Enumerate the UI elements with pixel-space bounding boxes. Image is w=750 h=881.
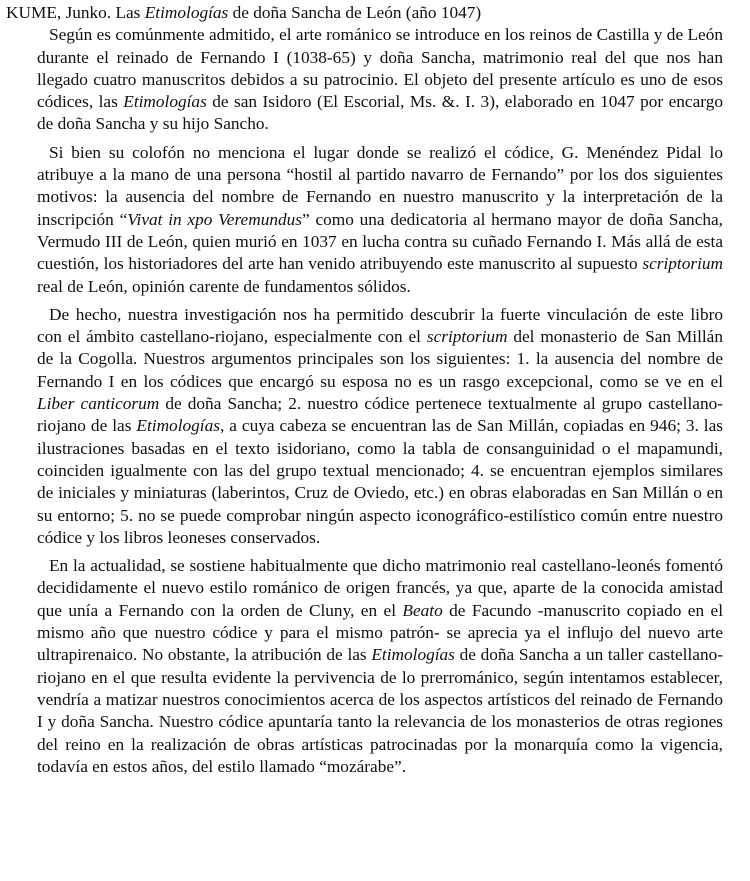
heading-text: de doña Sancha de León (año 1047) [228, 3, 482, 22]
italic-text: Etimologías [371, 645, 455, 665]
paragraph-text: de Facundo -manuscrito copiado en el mismo año que nuestro códice y para el mismo patrón- se aprecia ya el influjo del nuevo arte ultrapirenaico. No obstante, la atribución de las [37, 600, 723, 665]
paragraph-text: De hecho, nuestra investigación nos ha permitido descubrir la fuerte vinculación de este libro con el ámbito castellano-riojano, especialmente con el [37, 304, 723, 347]
italic-text: scriptorium [426, 327, 508, 347]
paragraph-text: Si bien su colofón no menciona el lugar donde se realizó el códice, G. Menéndez Pidal lo atribuye a la mano de una persona “hostil al partido navarro de Fernando” por los dos siguientes motivos: la ausencia del nombre de Fernando en nuestro manuscrito y la interpretación de la inscripción “ [37, 142, 723, 229]
paragraph-text: Según es comúnmente admitido, el arte románico se introduce en los reinos de Castilla y de León durante el reinado de Fernando I (1038-65) y doña Sancha, matrimonio real del que nos han llegado cuatro manuscritos debidos a su patrocinio. El objeto del presente artículo es uno de esos códices, las [37, 25, 723, 112]
heading-title-italic: Etimologías [144, 3, 229, 22]
italic-text: scriptorium [642, 254, 723, 274]
paragraph-text: , a cuya cabeza se encuentran las de San Millán, copiadas en 946; 3. las ilustraciones basadas en el texto isidoriano, como la tabla de consanguinidad o el mapamundi, coinciden igualmente con las del grupo textual mencionado; 4. se encuentran ejemplos similares de iniciales y miniaturas (laberintos, Cruz de Oviedo, etc.) en obras elaboradas en San Millán o en su entorno; 5. no se puede comprobar ningún aspecto iconográfico-estilístico común entre nuestro códice y los libros leoneses conservados. [37, 416, 724, 547]
paragraph-text: ” como una dedicatoria al hermano mayor de doña Sancha, Vermudo III de León, quien murió en 1037 en lucha contra su cuñado Fernando I. Más allá de esta cuestión, los historiadores del arte han venido atribuyendo este manuscrito al supuesto [37, 209, 723, 274]
paragraph-text: de doña Sancha; 2. nuestro códice pertenece textualmente al grupo castellano-riojano de las [37, 394, 723, 436]
paragraph-4 [37, 555, 723, 778]
italic-text: Etimologías [136, 416, 220, 436]
author-name: KUME, Junko. [6, 3, 112, 22]
italic-text: Vivat in xpo Veremundus [127, 209, 302, 229]
paragraph-text: real de León, opinión carente de fundamentos sólidos. [37, 276, 411, 296]
italic-text: Liber canticorum [37, 394, 160, 414]
heading-text: Las [111, 3, 145, 22]
paragraph-2 [37, 142, 723, 298]
paragraph-1 [37, 24, 723, 135]
article-heading [6, 2, 723, 24]
italic-text: Beato [402, 600, 443, 620]
italic-text: Etimologías [123, 92, 207, 112]
article-body [6, 2, 724, 778]
paragraph-text: de san Isidoro (El Escorial, Ms. &. I. 3), elaborado en 1047 por encargo de doña Sancha y su hijo Sancho. [37, 92, 723, 134]
paragraph-text: de doña Sancha a un taller castellano-riojano en el que resulta evidente la pervivencia de lo prerrománico, según intentamos establecer, vendría a matizar nuestros conocimientos acerca de los aspectos artísticos del reinado de Fernando I y doña Sancha. Nuestro códice apuntaría tanto la relevancia de los monasterios de otras regiones del reino en la realización de obras artísticas patrocinadas por la monarquía como la vigencia, todavía en estos años, del estilo llamado “mozárabe”. [37, 645, 723, 776]
paragraph-text: del monasterio de San Millán de la Cogolla. Nuestros argumentos principales son los siguientes: 1. la ausencia del nombre de Fernando I en los códices que encargó su esposa no es un rasgo excepcional, como se ve en el [37, 327, 723, 391]
paragraph-3 [37, 304, 723, 549]
paragraph-text: En la actualidad, se sostiene habitualmente que dicho matrimonio real castellano-leonés fomentó decididamente el nuevo estilo románico de origen francés, ya que, aparte de la conocida amistad que unía a Fernando con la orden de Cluny, en el [37, 556, 723, 620]
